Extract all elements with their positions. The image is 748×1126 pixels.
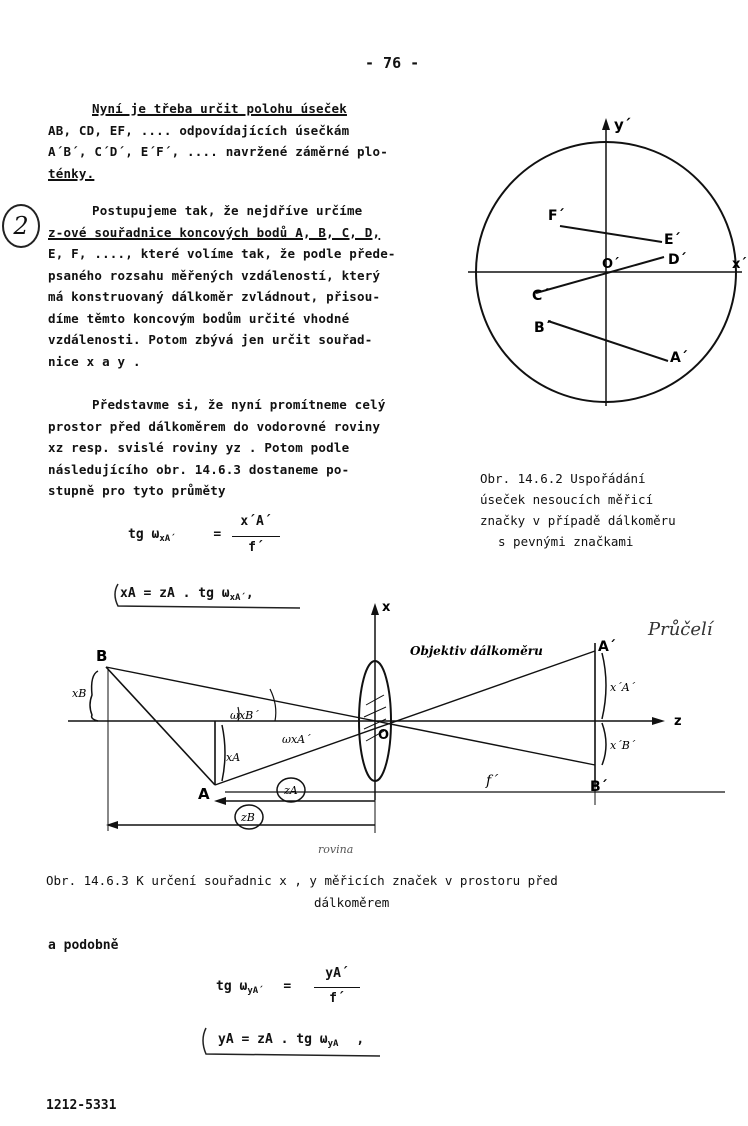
segment-CD (536, 257, 664, 293)
text-line: z-ové souřadnice koncových bodů A, B, C, D, (48, 224, 381, 240)
svg-text:B´: B´ (590, 779, 608, 795)
text-line: AB, CD, EF, .... odpovídajících úsečkám (48, 122, 350, 138)
label-C: C´ (532, 288, 550, 304)
and-similarly: a podobně (48, 938, 119, 953)
text-line: ténky. (48, 165, 95, 181)
formula-tg-omega-yA: tg $\omega_{yA´}$ = (216, 979, 292, 996)
text-line: Postupujeme tak, že nejdříve určíme (92, 203, 363, 218)
svg-text:zA: zA (284, 784, 298, 797)
svg-text:ωxB´: ωxB´ (230, 709, 259, 722)
text-line: má konstruovaný dálkoměr zvládnout, přisou- (48, 289, 381, 304)
document-reference: 1212-5331 (46, 1098, 117, 1113)
label-x-prime: x´ (732, 257, 747, 272)
fraction-bar (314, 987, 360, 988)
svg-text:Průčelí: Průčelí (648, 619, 713, 640)
svg-text:A´: A´ (598, 639, 616, 655)
page-number: - 76 - (365, 54, 420, 72)
text-line: prostor před dálkoměrem do vodorovné roviny (48, 418, 381, 434)
paragraph-intro (48, 98, 388, 184)
svg-text:x´B´: x´B´ (610, 739, 636, 752)
label-origin: O´ (602, 257, 620, 272)
segment-BA (548, 321, 668, 361)
segment-FE (560, 226, 662, 242)
fig3-caption-line2: dálkoměrem (314, 895, 390, 910)
text-line: stupně pro tyto průměty (48, 483, 226, 498)
paragraph-projection (48, 394, 386, 502)
y-axis-arrow (602, 118, 610, 130)
formula-bracket (200, 1022, 400, 1062)
text-line: díme těmto koncovým bodům určité vhodné (48, 310, 350, 326)
svg-text:zB: zB (241, 811, 255, 824)
text-line: Nyní je třeba určit polohu úseček (92, 101, 347, 116)
label-E: E´ (664, 232, 681, 248)
text-line: nice x a y . (48, 353, 141, 369)
svg-text:x´A´: x´A´ (610, 681, 636, 694)
text-line: následujícího obr. 14.6.3 dostaneme po- (48, 461, 350, 477)
label-A: A´ (670, 350, 688, 366)
fraction-num: yA´ (325, 966, 349, 981)
label-B: B´ (534, 320, 552, 336)
fraction-num: x´A´ (240, 514, 272, 529)
svg-text:A: A (198, 785, 210, 803)
label-y-prime: y´ (614, 116, 632, 134)
text-line: xz resp. svislé roviny yz . Potom podle (48, 440, 350, 455)
label-F: F´ (548, 208, 565, 224)
svg-text:xA: xA (226, 751, 241, 764)
formula-yA: yA = zA . tg $\omega_{yA}$ , (218, 1032, 365, 1049)
formula-tg-omega-xA: tg $\omega_{xA´}$ = (128, 527, 222, 544)
svg-text:z: z (674, 714, 682, 729)
margin-note-circle: 2 (2, 204, 40, 248)
text-line: psaného rozsahu měřených vzdáleností, který (48, 267, 381, 283)
svg-text:Objektiv dálkoměru: Objektiv dálkoměru (410, 644, 543, 658)
text-line: E, F, ...., které volíme tak, že podle přede- (48, 246, 396, 261)
svg-text:f´: f´ (486, 773, 499, 789)
paragraph-method (48, 200, 396, 372)
fraction-den: f´ (329, 991, 345, 1006)
svg-text:B: B (96, 647, 108, 665)
fraction-bar (232, 536, 280, 537)
svg-text:x: x (382, 600, 391, 615)
svg-text:ωxA´: ωxA´ (282, 733, 311, 746)
figure-14-6-2 (462, 110, 748, 410)
fig2-caption: Obr. 14.6.2 Uspořádání úseček nesoucích měřicí značky v případě dálkoměru s pevnými značkami (480, 471, 676, 549)
svg-text:xB: xB (72, 687, 87, 700)
text-line: vzdálenosti. Potom zbývá jen určit souřad- (48, 332, 373, 347)
svg-text:O: O (378, 728, 390, 743)
text-line: A´B´, C´D´, E´F´, .... navržené záměrné plo- (48, 144, 388, 159)
svg-text:rovina: rovina (318, 843, 354, 856)
formula-xA: xA = zA . tg $\omega_{xA´}$, (120, 586, 254, 603)
text-line: Představme si, že nyní promítneme celý (92, 397, 386, 412)
label-D: D´ (668, 252, 687, 268)
fig3-caption-line1: Obr. 14.6.3 K určení souřadnic x , y měřicích značek v prostoru před (46, 873, 558, 888)
figure-14-6-3 (0, 595, 748, 870)
fraction-den: f´ (248, 540, 264, 555)
